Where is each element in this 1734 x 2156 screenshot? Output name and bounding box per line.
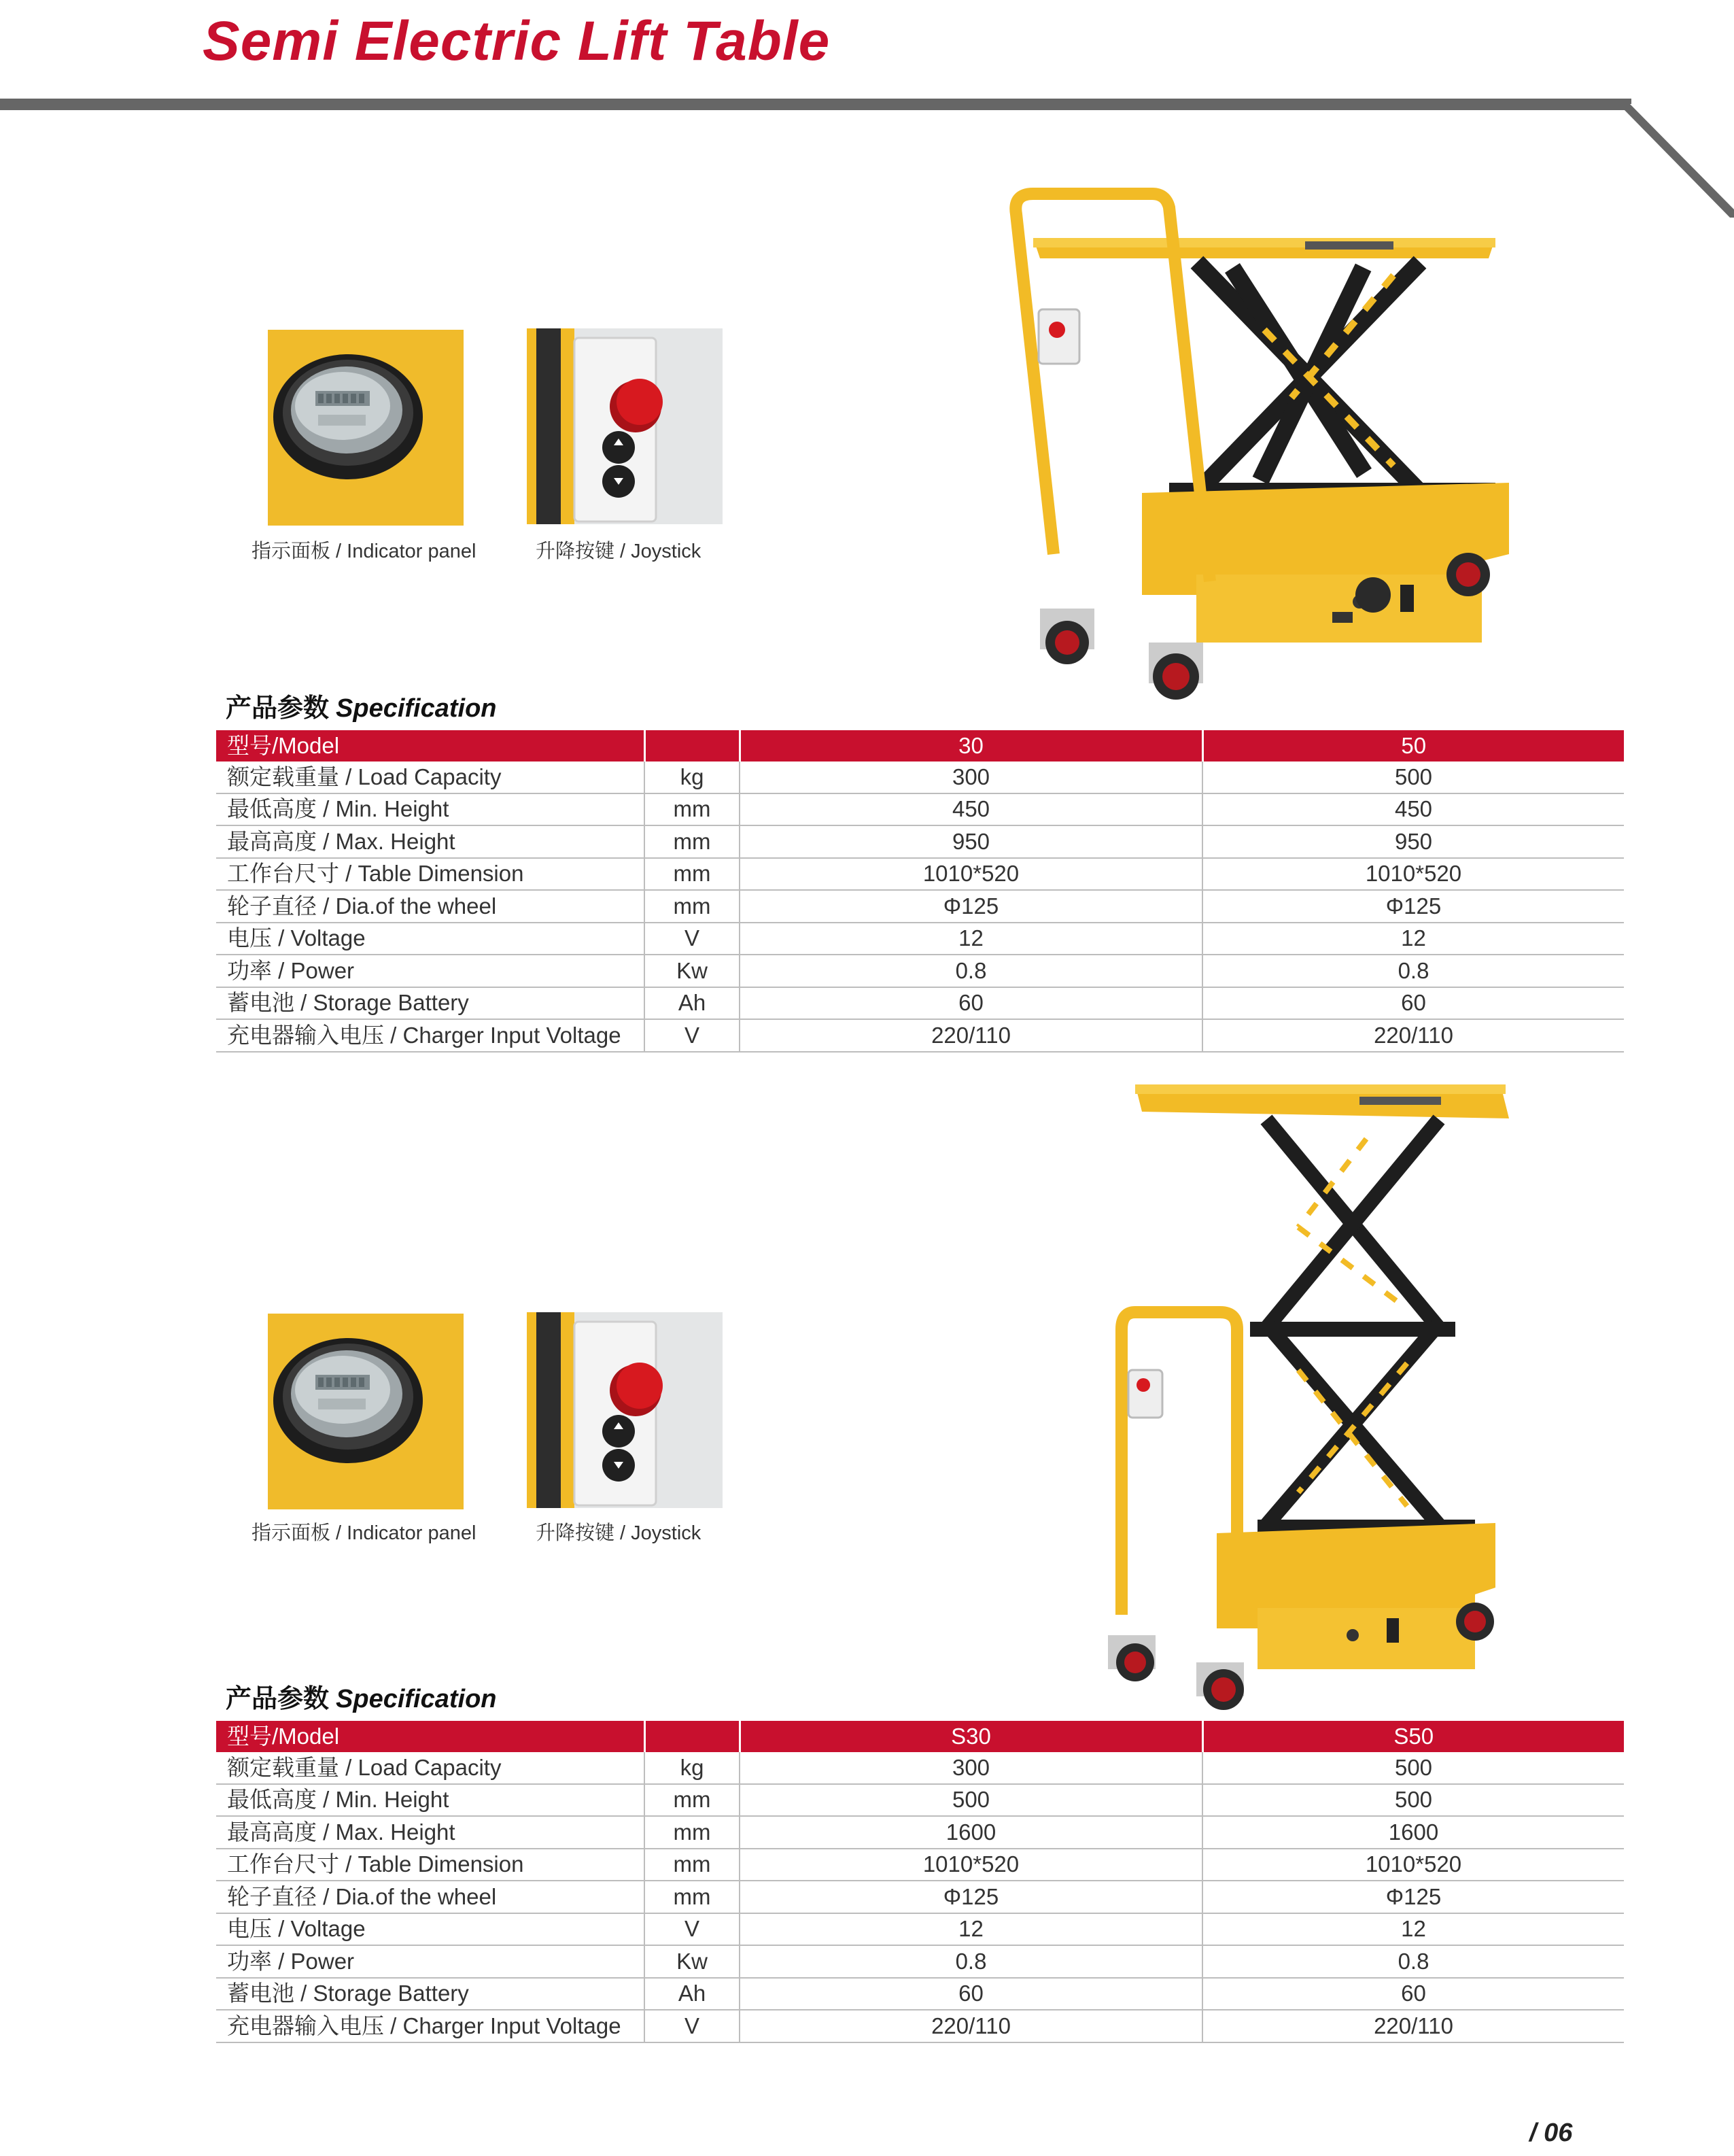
row-value-1: 0.8 (740, 1945, 1202, 1978)
table-row (216, 1849, 1624, 1881)
row-unit: kg (644, 1752, 740, 1784)
row-value-1: 220/110 (740, 2010, 1202, 2042)
spec-title-cn: 产品参数 (226, 694, 330, 723)
joystick-caption: 升降按键 / Joystick (536, 541, 701, 562)
table-row (216, 1816, 1624, 1849)
spec-title-cn: 产品参数 (226, 1685, 330, 1713)
row-value-1: 1600 (740, 1816, 1202, 1849)
spec-title-en: Specification (336, 1685, 497, 1713)
row-unit: mm (644, 793, 740, 826)
row-unit: mm (644, 825, 740, 858)
spec-title (226, 1677, 497, 1715)
spec-title (226, 687, 497, 724)
row-name: 最高高度 / Max. Height (216, 825, 644, 858)
row-value-2: 220/110 (1202, 1019, 1624, 1052)
row-value-2: 1600 (1202, 1816, 1624, 1849)
table-row (216, 1945, 1624, 1978)
model-2: 50 (1202, 730, 1624, 762)
row-name: 轮子直径 / Dia.of the wheel (216, 890, 644, 923)
page-number: / 06 (1529, 2119, 1573, 2147)
table-row (216, 1752, 1624, 1784)
indicator-panel-image (268, 1314, 464, 1509)
table-row (216, 793, 1624, 826)
indicator-panel-caption: 指示面板 / Indicator panel (252, 541, 476, 562)
row-unit: V (644, 2010, 740, 2042)
row-value-2: 12 (1202, 1913, 1624, 1946)
row-value-2: Φ125 (1202, 890, 1624, 923)
row-name: 功率 / Power (216, 955, 644, 987)
indicator-panel-image (268, 330, 464, 526)
table-row (216, 1019, 1624, 1052)
row-unit: mm (644, 1881, 740, 1913)
row-unit: mm (644, 1784, 740, 1817)
row-name: 功率 / Power (216, 1945, 644, 1978)
row-value-2: 1010*520 (1202, 1849, 1624, 1881)
table-row (216, 955, 1624, 987)
row-name: 额定载重量 / Load Capacity (216, 1752, 644, 1784)
row-value-1: 1010*520 (740, 858, 1202, 891)
row-value-2: 500 (1202, 762, 1624, 793)
unit-header (644, 730, 740, 762)
row-name: 电压 / Voltage (216, 923, 644, 955)
row-value-2: 60 (1202, 1978, 1624, 2010)
row-unit: mm (644, 858, 740, 891)
row-unit: kg (644, 762, 740, 793)
row-value-2: 220/110 (1202, 2010, 1624, 2042)
table-row (216, 2010, 1624, 2042)
table-row (216, 825, 1624, 858)
row-name: 最低高度 / Min. Height (216, 1784, 644, 1817)
table-row (216, 890, 1624, 923)
joystick-image (527, 1312, 723, 1508)
model-label: 型号/Model (216, 1721, 644, 1752)
row-name: 充电器输入电压 / Charger Input Voltage (216, 1019, 644, 1052)
row-value-2: 500 (1202, 1752, 1624, 1784)
row-unit: mm (644, 1816, 740, 1849)
row-name: 最低高度 / Min. Height (216, 793, 644, 826)
spec-title-en: Specification (336, 694, 497, 723)
row-value-2: Φ125 (1202, 1881, 1624, 1913)
table-row (216, 762, 1624, 793)
spec-table (216, 730, 1624, 1053)
table-row (216, 1978, 1624, 2010)
row-name: 轮子直径 / Dia.of the wheel (216, 1881, 644, 1913)
row-name: 最高高度 / Max. Height (216, 1816, 644, 1849)
row-unit: mm (644, 1849, 740, 1881)
row-name: 蓄电池 / Storage Battery (216, 987, 644, 1020)
model-label: 型号/Model (216, 730, 644, 762)
row-value-2: 0.8 (1202, 955, 1624, 987)
row-value-1: 1010*520 (740, 1849, 1202, 1881)
indicator-panel-caption: 指示面板 / Indicator panel (252, 1522, 476, 1544)
row-name: 蓄电池 / Storage Battery (216, 1978, 644, 2010)
row-name: 工作台尺寸 / Table Dimension (216, 1849, 644, 1881)
row-value-2: 500 (1202, 1784, 1624, 1817)
row-value-1: 60 (740, 1978, 1202, 2010)
row-value-1: 450 (740, 793, 1202, 826)
page-title: Semi Electric Lift Table (203, 10, 831, 72)
table-row (216, 1784, 1624, 1817)
row-unit: Kw (644, 955, 740, 987)
row-value-2: 12 (1202, 923, 1624, 955)
row-value-2: 450 (1202, 793, 1624, 826)
row-unit: V (644, 1913, 740, 1946)
row-value-2: 60 (1202, 987, 1624, 1020)
lift-table-product-image (992, 173, 1529, 711)
unit-header (644, 1721, 740, 1752)
model-2: S50 (1202, 1721, 1624, 1752)
table-row (216, 858, 1624, 891)
model-1: S30 (740, 1721, 1202, 1752)
row-unit: Ah (644, 1978, 740, 2010)
joystick-caption: 升降按键 / Joystick (536, 1522, 701, 1544)
row-name: 充电器输入电压 / Charger Input Voltage (216, 2010, 644, 2042)
table-row (216, 923, 1624, 955)
row-value-1: 950 (740, 825, 1202, 858)
row-value-1: Φ125 (740, 1881, 1202, 1913)
table-header-row (216, 1721, 1624, 1752)
row-value-1: 300 (740, 1752, 1202, 1784)
double-scissor-lift-table-image (1094, 1071, 1529, 1717)
row-unit: V (644, 923, 740, 955)
row-name: 额定载重量 / Load Capacity (216, 762, 644, 793)
joystick-image (527, 328, 723, 524)
table-row (216, 1913, 1624, 1946)
row-value-2: 1010*520 (1202, 858, 1624, 891)
row-value-1: 300 (740, 762, 1202, 793)
row-value-1: Φ125 (740, 890, 1202, 923)
row-unit: Ah (644, 987, 740, 1020)
row-value-2: 950 (1202, 825, 1624, 858)
row-value-1: 220/110 (740, 1019, 1202, 1052)
model-1: 30 (740, 730, 1202, 762)
table-row (216, 1881, 1624, 1913)
table-row (216, 987, 1624, 1020)
spec-table (216, 1721, 1624, 2043)
row-value-1: 0.8 (740, 955, 1202, 987)
row-value-1: 500 (740, 1784, 1202, 1817)
row-unit: mm (644, 890, 740, 923)
row-unit: Kw (644, 1945, 740, 1978)
row-value-1: 12 (740, 923, 1202, 955)
row-value-2: 0.8 (1202, 1945, 1624, 1978)
table-header-row (216, 730, 1624, 762)
row-value-1: 60 (740, 987, 1202, 1020)
row-unit: V (644, 1019, 740, 1052)
row-name: 工作台尺寸 / Table Dimension (216, 858, 644, 891)
row-name: 电压 / Voltage (216, 1913, 644, 1946)
row-value-1: 12 (740, 1913, 1202, 1946)
